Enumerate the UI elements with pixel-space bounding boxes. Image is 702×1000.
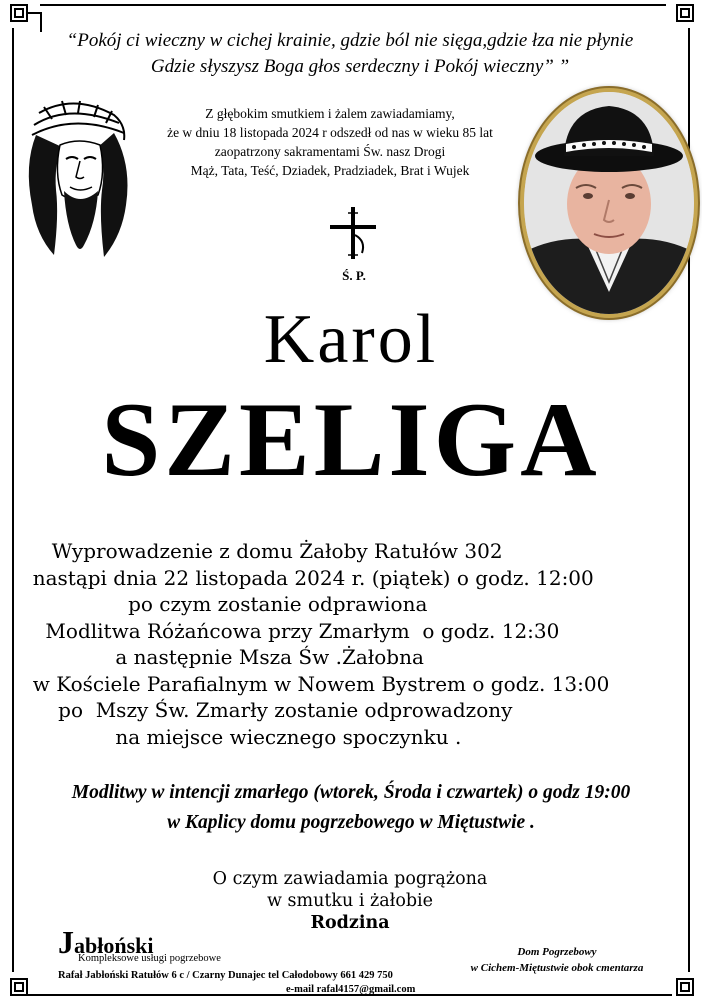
details-line: po czym zostanie odprawiona bbox=[20, 592, 428, 616]
sp-mark: Ś. P. bbox=[342, 268, 366, 283]
prayers-info bbox=[20, 778, 682, 838]
death-announcement bbox=[160, 104, 500, 180]
details-line: po Mszy Św. Zmarły zostanie odprowadzony bbox=[20, 698, 513, 722]
details-line: na miejsce wiecznego spoczynku . bbox=[20, 724, 462, 749]
details-line: Wyprowadzenie z domu Żałoby Ratułów 302 bbox=[20, 539, 503, 563]
funeral-details bbox=[20, 538, 682, 750]
company-initial: J bbox=[58, 924, 74, 960]
prayers-line-1: Modlitwy w intencji zmarłego (wtorek, Środa i czwartek) o godz 19:00 bbox=[71, 782, 631, 803]
family-notice bbox=[140, 868, 560, 934]
details-line: a następnie Msza Św .Żałobna bbox=[20, 645, 424, 669]
funeral-home-line-1: Dom Pogrzebowy bbox=[517, 946, 597, 958]
prayers-line-2: w Kaplicy domu pogrzebowego w Miętustwie . bbox=[167, 812, 535, 833]
details-line: w Kościele Parafialnym w Nowem Bystrem o godz. 13:00 bbox=[20, 671, 610, 696]
first-name: Karol bbox=[263, 301, 439, 378]
company-email: e-mail rafal4157@gmail.com bbox=[286, 984, 416, 995]
funeral-home-line-2: w Cichem-Miętustwie obok cmentarza bbox=[470, 962, 644, 974]
notice-line-2: w smutku i żałobie bbox=[266, 891, 434, 911]
funeral-company-logo bbox=[58, 924, 418, 997]
company-address: Rafał Jabłoński Ratułów 6 c / Czarny Dunajec tel Całodobowy 661 429 750 bbox=[58, 970, 393, 981]
funeral-home-info bbox=[432, 944, 682, 976]
family-signature: Rodzina bbox=[310, 913, 390, 933]
details-line: nastąpi dnia 22 listopada 2024 r. (piątek) o godz. 12:00 bbox=[20, 565, 594, 590]
announcement-line: zaopatrzony sakramentami Św. nasz Drogi bbox=[214, 144, 446, 159]
poem bbox=[40, 28, 660, 80]
company-tagline: Kompleksowe usługi pogrzebowe bbox=[78, 953, 221, 964]
poem-line-1: “Pokój ci wieczny w cichej krainie, gdzie ból nie sięga,gdzie łza nie płynie bbox=[66, 30, 634, 51]
company-name-rest: abłoński bbox=[74, 933, 154, 958]
announcement-line: Mąż, Tata, Teść, Dziadek, Pradziadek, Brat i Wujek bbox=[190, 163, 470, 178]
portrait-photo bbox=[520, 88, 698, 318]
notice-line-1: O czym zawiadamia pogrążona bbox=[212, 869, 488, 889]
details-line: Modlitwa Różańcowa przy Zmarłym o godz. 12:30 bbox=[20, 618, 560, 643]
last-name: SZELIGA bbox=[101, 381, 601, 498]
announcement-line: że w dniu 18 listopada 2024 r odszedł od nas w wieku 85 lat bbox=[167, 125, 493, 140]
announcement-line: Z głębokim smutkiem i żalem zawiadamiamy, bbox=[205, 106, 455, 121]
poem-line-2: Gdzie słyszysz Boga głos serdeczny i Pokój wieczny” ” bbox=[150, 56, 570, 77]
jesus-icon bbox=[14, 95, 139, 260]
